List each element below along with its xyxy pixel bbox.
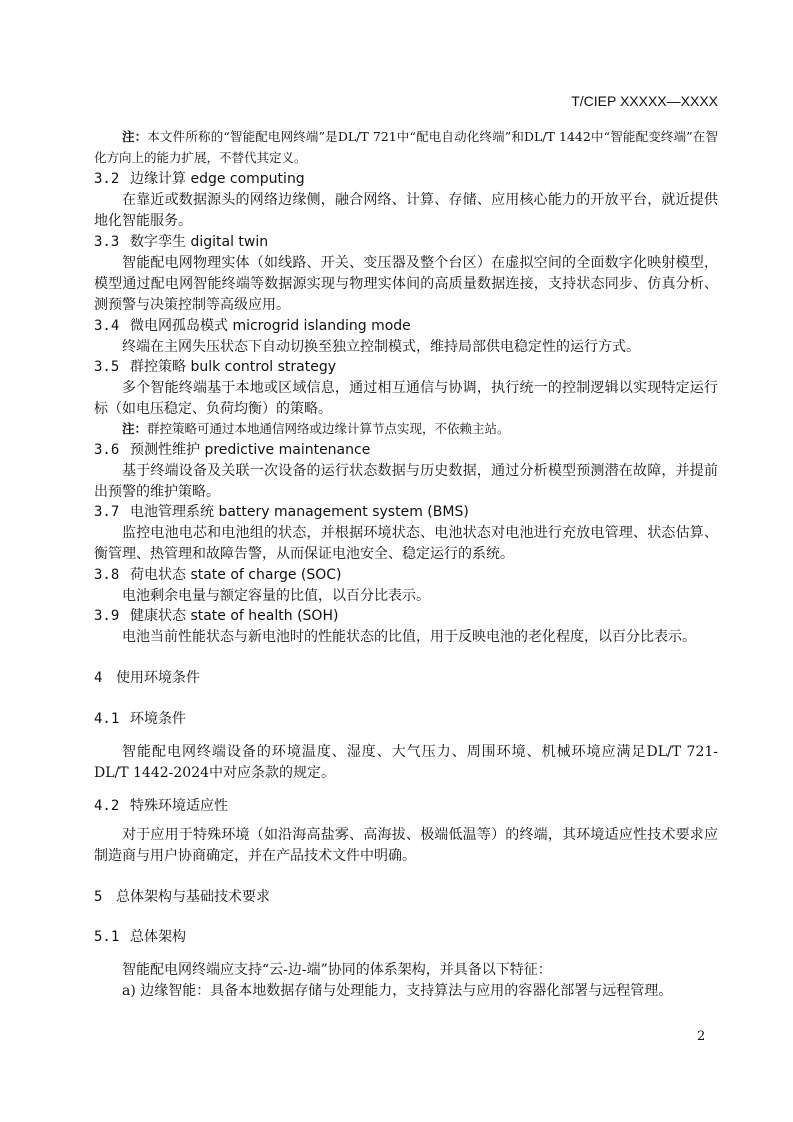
section-number: 3.6 [94, 442, 120, 458]
paragraph-line: 在靠近或数据源头的网络边缘侧，融合网络、计算、存储、应用核心能力的开放平台，就近提供 [122, 192, 718, 208]
paragraph-line: 智能配电网物理实体（如线路、开关、变压器及整个台区）在虚拟空间的全面数字化映射模型， [122, 255, 718, 271]
page-number: 2 [697, 1029, 706, 1044]
section-title: 总体架构与基础技术要求 [116, 889, 270, 905]
section-number: 3.7 [94, 504, 120, 520]
note-label: 注： [122, 421, 148, 436]
section-heading [94, 565, 342, 585]
section-heading [94, 887, 270, 907]
section-number: 3.8 [94, 567, 120, 583]
paragraph-line: 智能配电网终端应支持“云-边-端”协同的体系架构，并具备以下特征： [122, 962, 552, 978]
note-text: 群控策略可通过本地通信网络或边缘计算节点实现，不依赖主站。 [147, 421, 510, 436]
section-number: 5 [94, 889, 103, 905]
document-code-header: T/CIEP XXXXX—XXXX [571, 93, 718, 109]
section-heading [94, 440, 370, 460]
paragraph-line: 终端在主网失压状态下自动切换至独立控制模式，维持局部供电稳定性的运行方式。 [122, 339, 640, 355]
section-heading [94, 357, 336, 377]
section-heading [94, 169, 305, 189]
paragraph-line: 智能配电网终端设备的环境温度、湿度、大气压力、周围环境、机械环境应满足DL/T 721- [122, 744, 718, 760]
section-heading [94, 796, 228, 816]
paragraph-line: 制造商与用户协商确定，并在产品技术文件中明确。 [94, 848, 416, 864]
paragraph-line: 化方向上的能力扩展，不替代其定义。 [94, 150, 307, 165]
section-number: 3.4 [94, 318, 120, 334]
section-title: 环境条件 [130, 711, 186, 727]
paragraph-line: 多个智能终端基于本地或区域信息，通过相互通信与协调，执行统一的控制逻辑以实现特定运行 [122, 380, 718, 396]
paragraph-line: 测预警与决策控制等高级应用。 [94, 297, 290, 313]
paragraph-line: 地化智能服务。 [94, 213, 192, 229]
section-heading [94, 709, 186, 729]
section-title: 特殊环境适应性 [130, 798, 228, 814]
note-text: 本文件所称的“智能配电网终端”是DL/T 721中“配电自动化终端”和DL/T 1442中“智能配变终端”在智 [147, 129, 718, 144]
section-title: 健康状态 state of health (SOH) [130, 608, 339, 624]
note [122, 127, 718, 147]
paragraph-line: 模型通过配电网智能终端等数据源实现与物理实体间的高质量数据连接，支持状态同步、仿真分析、 [94, 276, 718, 292]
section-title: 总体架构 [130, 929, 186, 945]
section-heading [94, 316, 411, 336]
paragraph-line: 电池剩余电量与额定容量的比值，以百分比表示。 [122, 588, 430, 604]
section-heading [94, 502, 469, 522]
section-number: 3.3 [94, 234, 120, 250]
paragraph-line: 衡管理、热管理和故障告警，从而保证电池安全、稳定运行的系统。 [94, 546, 514, 562]
section-title: 微电网孤岛模式 microgrid islanding mode [130, 318, 411, 334]
section-title: 边缘计算 edge computing [130, 171, 305, 187]
section-heading [94, 927, 186, 947]
section-heading [94, 668, 200, 688]
section-number: 4.2 [94, 798, 120, 814]
section-heading [94, 232, 268, 252]
section-number: 4 [94, 670, 103, 686]
note-label: 注： [122, 129, 148, 144]
section-number: 3.9 [94, 608, 120, 624]
section-title: 群控策略 bulk control strategy [130, 359, 337, 375]
section-number: 5.1 [94, 929, 120, 945]
paragraph-line: DL/T 1442-2024中对应条款的规定。 [94, 765, 336, 781]
note [122, 419, 510, 439]
paragraph-line: 对于应用于特殊环境（如沿海高盐雾、高海拔、极端低温等）的终端，其环境适应性技术要求应 [122, 827, 718, 843]
paragraph-line: 出预警的维护策略。 [94, 484, 220, 500]
section-title: 荷电状态 state of charge (SOC) [130, 567, 342, 583]
paragraph-line: a) 边缘智能：具备本地数据存储与处理能力，支持算法与应用的容器化部署与远程管理。 [122, 983, 673, 999]
section-title: 使用环境条件 [116, 670, 200, 686]
paragraph-line: 基于终端设备及关联一次设备的运行状态数据与历史数据，通过分析模型预测潜在故障，并提前 [122, 463, 718, 479]
paragraph-line: 监控电池电芯和电池组的状态，并根据环境状态、电池状态对电池进行充放电管理、状态估算、 [122, 525, 718, 541]
section-title: 预测性维护 predictive maintenance [130, 442, 371, 458]
section-heading [94, 606, 338, 626]
section-title: 数字孪生 digital twin [130, 234, 269, 250]
section-number: 3.2 [94, 171, 120, 187]
section-title: 电池管理系统 battery management system (BMS) [130, 504, 469, 520]
section-number: 3.5 [94, 359, 120, 375]
paragraph-line: 标（如电压稳定、负荷均衡）的策略。 [94, 401, 332, 417]
paragraph-line: 电池当前性能状态与新电池时的性能状态的比值，用于反映电池的老化程度，以百分比表示。 [122, 629, 696, 645]
section-number: 4.1 [94, 711, 120, 727]
